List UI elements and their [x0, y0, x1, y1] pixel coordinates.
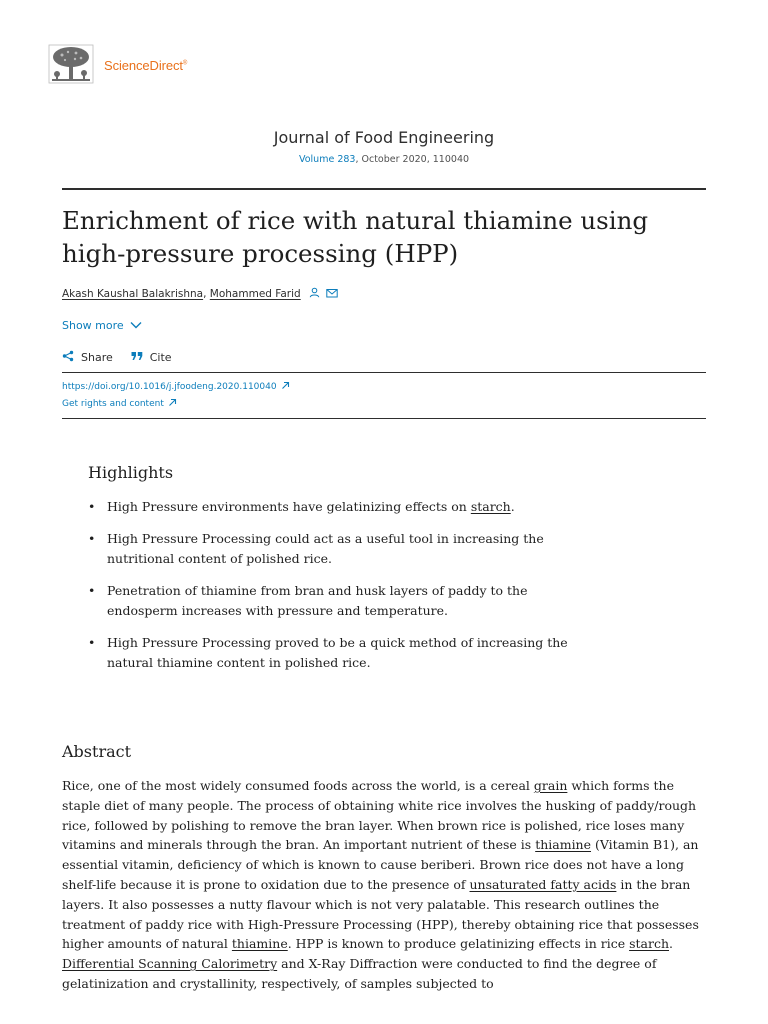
- highlight-text: High Pressure environments have gelatinizing effects on: [107, 499, 471, 514]
- doi-link[interactable]: [62, 381, 290, 393]
- envelope-icon[interactable]: [326, 288, 338, 301]
- logo-text: ScienceDirect: [104, 58, 183, 73]
- starch-link[interactable]: starch: [470, 499, 511, 514]
- author-link[interactable]: Akash Kaushal Balakrishna: [62, 288, 204, 300]
- external-link-arrow-icon: [168, 398, 177, 410]
- sciencedirect-logo[interactable]: [104, 58, 187, 73]
- meta-divider: [62, 418, 706, 419]
- highlight-item: [88, 497, 598, 517]
- external-link-arrow-icon: [281, 381, 290, 393]
- share-icon: [62, 350, 74, 365]
- elsevier-tree-icon[interactable]: [48, 44, 94, 84]
- chevron-down-icon: [130, 319, 142, 332]
- quote-icon: [131, 351, 143, 364]
- highlight-text: Penetration of thiamine from bran and husk layers of paddy to the endosperm increases with pressure and temperature.: [107, 583, 528, 618]
- rights-text: Get rights and content: [62, 399, 164, 409]
- differential-scanning-calorimetry-link[interactable]: Differential Scanning Calorimetry: [62, 956, 278, 972]
- abstract-text-segment: and X-Ray Diffraction were conducted to find the degree of gelatinization and crystallinity, respectively, of samples subjected to: [62, 956, 657, 991]
- abstract-text-segment: which forms the staple diet of many people. The process of obtaining white rice involves the husking of paddy/rough rice, followed by polishing to remove the bran layer. When brown rice is polished, rice loses many vitamins and minerals through the bran. An important nutrient of these is: [62, 778, 697, 853]
- journal-title[interactable]: Journal of Food Engineering: [273, 128, 495, 147]
- author-link[interactable]: Mohammed Farid: [209, 288, 301, 300]
- highlight-text: High Pressure Processing proved to be a quick method of increasing the natural thiamine content in polished rice.: [107, 635, 568, 670]
- volume-link[interactable]: Volume 283: [298, 154, 356, 165]
- abstract-text-segment: .: [669, 936, 673, 952]
- highlights-heading: Highlights: [88, 463, 174, 482]
- rights-link[interactable]: [62, 398, 177, 410]
- share-label: Share: [81, 351, 113, 364]
- thiamine-link[interactable]: thiamine: [231, 936, 288, 952]
- starch-link[interactable]: starch: [629, 936, 669, 952]
- highlight-text: High Pressure Processing could act as a useful tool in increasing the nutritional content of polished rice.: [107, 531, 544, 566]
- bullet: •: [88, 531, 96, 546]
- abstract-text: [62, 776, 708, 994]
- author-list: [62, 287, 338, 301]
- highlight-item: [88, 581, 598, 621]
- logo-registered-mark: ®: [182, 60, 188, 67]
- highlights-list: [88, 497, 598, 685]
- issue-date: , October 2020, 110040: [355, 154, 470, 165]
- volume-line: [0, 154, 768, 165]
- header-divider: [62, 188, 706, 190]
- cite-button[interactable]: [131, 351, 172, 364]
- share-button[interactable]: [62, 350, 113, 365]
- abstract-text-segment: in the bran layers. It also possesses a nutty flavour which is not very palatable. This research outlines the treatment of paddy rice with High-Pressure Processing (HPP), thereby obtaining rice that possesses higher amounts of natural: [62, 876, 699, 952]
- author-separator: ,: [203, 288, 210, 300]
- article-title: Enrichment of rice with natural thiamine using high-pressure processing (HPP): [62, 206, 649, 268]
- highlight-item: [88, 529, 598, 569]
- unsaturated-fatty-acids-link[interactable]: unsaturated fatty acids: [469, 876, 617, 892]
- abstract-text-segment: . HPP is known to produce gelatinizing effects in rice: [287, 936, 630, 952]
- highlight-item: [88, 633, 598, 673]
- bullet: •: [88, 499, 96, 514]
- abstract-heading: Abstract: [62, 742, 132, 761]
- cite-label: Cite: [149, 351, 172, 364]
- thiamine-link[interactable]: thiamine: [535, 837, 592, 853]
- show-more-button[interactable]: [62, 319, 142, 332]
- actions-divider: [62, 372, 706, 373]
- article-actions: [62, 350, 182, 365]
- show-more-label: Show more: [62, 319, 124, 332]
- bullet: •: [88, 583, 96, 598]
- abstract-text-segment: (Vitamin B1), an essential vitamin, deficiency of which is known to cause beriberi. Brown rice does not have a long shelf-life because it is prone to oxidation due to the presence of: [62, 837, 699, 892]
- abstract-text-segment: Rice, one of the most widely consumed foods across the world, is a cereal: [62, 778, 534, 793]
- grain-link[interactable]: grain: [533, 778, 568, 793]
- person-icon[interactable]: [309, 287, 320, 301]
- highlight-text-end: .: [510, 499, 515, 514]
- bullet: •: [88, 635, 96, 650]
- doi-text: https://doi.org/10.1016/j.jfoodeng.2020.110040: [62, 382, 277, 392]
